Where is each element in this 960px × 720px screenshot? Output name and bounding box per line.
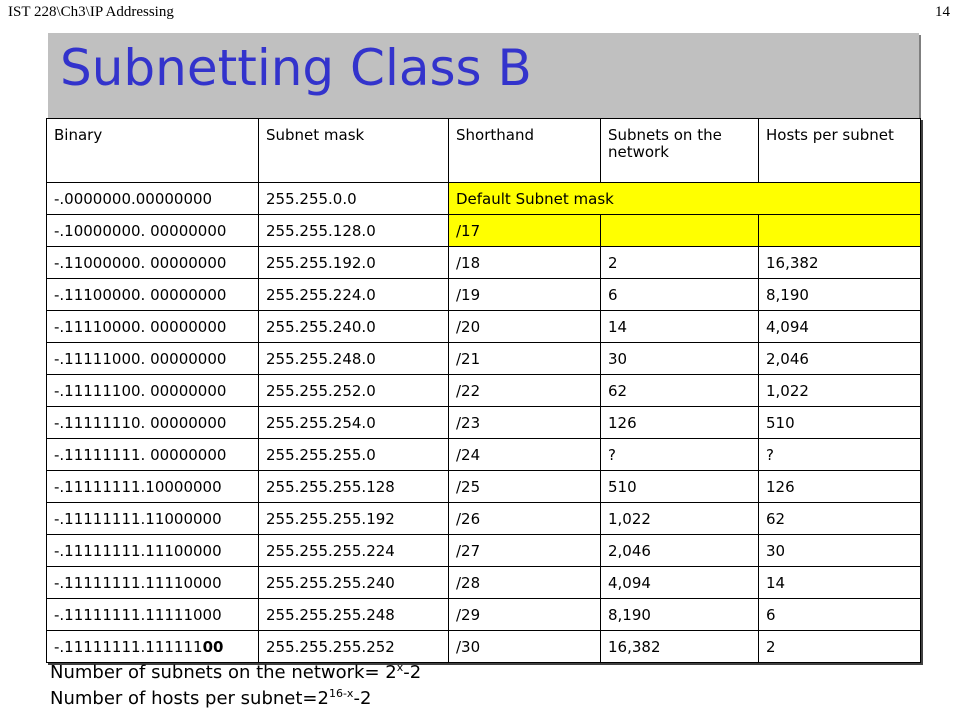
cell-hosts: 510 xyxy=(759,407,921,439)
cell-default-note: Default Subnet mask xyxy=(449,183,921,215)
cell-shorthand: /25 xyxy=(449,471,601,503)
cell-mask: 255.255.255.248 xyxy=(259,599,449,631)
cell-shorthand: /29 xyxy=(449,599,601,631)
cell-binary: -.11111111. 00000000 xyxy=(47,439,259,471)
cell-hosts: 126 xyxy=(759,471,921,503)
column-header-subnet-mask: Subnet mask xyxy=(259,119,449,183)
table-row xyxy=(47,215,921,247)
cell-shorthand: /23 xyxy=(449,407,601,439)
cell-binary: -.11111110. 00000000 xyxy=(47,407,259,439)
table-header-row xyxy=(47,119,921,183)
cell-subnets: 1,022 xyxy=(601,503,759,535)
table-row xyxy=(47,343,921,375)
cell-shorthand: /28 xyxy=(449,567,601,599)
cell-shorthand: /21 xyxy=(449,343,601,375)
formula-hosts-text: Number of hosts per subnet=2 xyxy=(50,688,329,709)
cell-hosts: 4,094 xyxy=(759,311,921,343)
table-row xyxy=(47,567,921,599)
cell-mask: 255.255.192.0 xyxy=(259,247,449,279)
cell-mask: 255.255.255.128 xyxy=(259,471,449,503)
cell-hosts: 62 xyxy=(759,503,921,535)
cell-binary: -.0000000.00000000 xyxy=(47,183,259,215)
cell-subnets: 126 xyxy=(601,407,759,439)
cell-mask: 255.255.254.0 xyxy=(259,407,449,439)
cell-binary: -.11000000. 00000000 xyxy=(47,247,259,279)
formula-hosts-suffix: -2 xyxy=(353,688,372,709)
formula-subnets-text: Number of subnets on the network= 2 xyxy=(50,662,397,683)
formula-subnets-exponent: x xyxy=(396,661,404,674)
cell-subnets: 30 xyxy=(601,343,759,375)
cell-hosts xyxy=(759,215,921,247)
table-row xyxy=(47,375,921,407)
cell-binary: -.11111111.11111000 xyxy=(47,599,259,631)
cell-mask: 255.255.255.224 xyxy=(259,535,449,567)
table-row xyxy=(47,503,921,535)
cell-subnets: 4,094 xyxy=(601,567,759,599)
subnet-table xyxy=(46,118,921,663)
cell-shorthand: /18 xyxy=(449,247,601,279)
cell-hosts: 16,382 xyxy=(759,247,921,279)
table-row xyxy=(47,311,921,343)
formula-hosts xyxy=(50,687,371,709)
cell-hosts: 2,046 xyxy=(759,343,921,375)
cell-binary: -.11111000. 00000000 xyxy=(47,343,259,375)
column-header-shorthand: Shorthand xyxy=(449,119,601,183)
table-row xyxy=(47,407,921,439)
cell-subnets: ? xyxy=(601,439,759,471)
cell-subnets: 510 xyxy=(601,471,759,503)
cell-shorthand: /27 xyxy=(449,535,601,567)
cell-subnets: 2 xyxy=(601,247,759,279)
cell-mask: 255.255.240.0 xyxy=(259,311,449,343)
table-row xyxy=(47,471,921,503)
cell-mask: 255.255.252.0 xyxy=(259,375,449,407)
table-row xyxy=(47,439,921,471)
slide-header-course: IST 228\Ch3\IP Addressing xyxy=(8,4,174,20)
cell-subnets: 62 xyxy=(601,375,759,407)
cell-mask: 255.255.224.0 xyxy=(259,279,449,311)
column-header-hosts: Hosts per subnet xyxy=(759,119,921,183)
cell-mask: 255.255.255.0 xyxy=(259,439,449,471)
cell-mask: 255.255.255.252 xyxy=(259,631,449,663)
cell-subnets: 2,046 xyxy=(601,535,759,567)
cell-binary: -.11111111.11100000 xyxy=(47,535,259,567)
column-header-binary: Binary xyxy=(47,119,259,183)
cell-hosts: 2 xyxy=(759,631,921,663)
table-row xyxy=(47,247,921,279)
cell-subnets xyxy=(601,215,759,247)
cell-mask: 255.255.128.0 xyxy=(259,215,449,247)
table-row xyxy=(47,599,921,631)
cell-mask: 255.255.255.192 xyxy=(259,503,449,535)
column-header-subnets: Subnets on the network xyxy=(601,119,759,183)
cell-binary: -.11111111.10000000 xyxy=(47,471,259,503)
cell-binary xyxy=(47,631,259,663)
cell-shorthand: /20 xyxy=(449,311,601,343)
cell-hosts: 8,190 xyxy=(759,279,921,311)
table-row xyxy=(47,535,921,567)
cell-subnets: 6 xyxy=(601,279,759,311)
cell-shorthand: /22 xyxy=(449,375,601,407)
cell-shorthand: /24 xyxy=(449,439,601,471)
cell-hosts: 1,022 xyxy=(759,375,921,407)
cell-subnets: 16,382 xyxy=(601,631,759,663)
cell-hosts: ? xyxy=(759,439,921,471)
cell-binary: -.11111100. 00000000 xyxy=(47,375,259,407)
cell-binary: -.11110000. 00000000 xyxy=(47,311,259,343)
cell-binary-bold-bits: 00 xyxy=(202,637,224,656)
cell-mask: 255.255.255.240 xyxy=(259,567,449,599)
slide-number: 14 xyxy=(935,4,950,20)
cell-hosts: 6 xyxy=(759,599,921,631)
table-row-default xyxy=(47,183,921,215)
formula-subnets xyxy=(50,661,421,683)
cell-shorthand: /30 xyxy=(449,631,601,663)
cell-binary-main: -.11111111.111111 xyxy=(54,637,203,656)
table-row xyxy=(47,631,921,663)
cell-hosts: 30 xyxy=(759,535,921,567)
cell-binary: -.11111111.11000000 xyxy=(47,503,259,535)
cell-subnets: 14 xyxy=(601,311,759,343)
slide-title: Subnetting Class B xyxy=(60,39,532,97)
cell-shorthand: /26 xyxy=(449,503,601,535)
table-row xyxy=(47,279,921,311)
cell-binary: -.11100000. 00000000 xyxy=(47,279,259,311)
formula-subnets-suffix: -2 xyxy=(403,662,422,683)
title-band xyxy=(48,33,919,119)
cell-shorthand: /19 xyxy=(449,279,601,311)
cell-shorthand: /17 xyxy=(449,215,601,247)
formula-hosts-exponent: 16-x xyxy=(328,687,354,700)
cell-subnets: 8,190 xyxy=(601,599,759,631)
cell-binary: -.11111111.11110000 xyxy=(47,567,259,599)
cell-mask: 255.255.248.0 xyxy=(259,343,449,375)
cell-binary: -.10000000. 00000000 xyxy=(47,215,259,247)
cell-mask: 255.255.0.0 xyxy=(259,183,449,215)
cell-hosts: 14 xyxy=(759,567,921,599)
